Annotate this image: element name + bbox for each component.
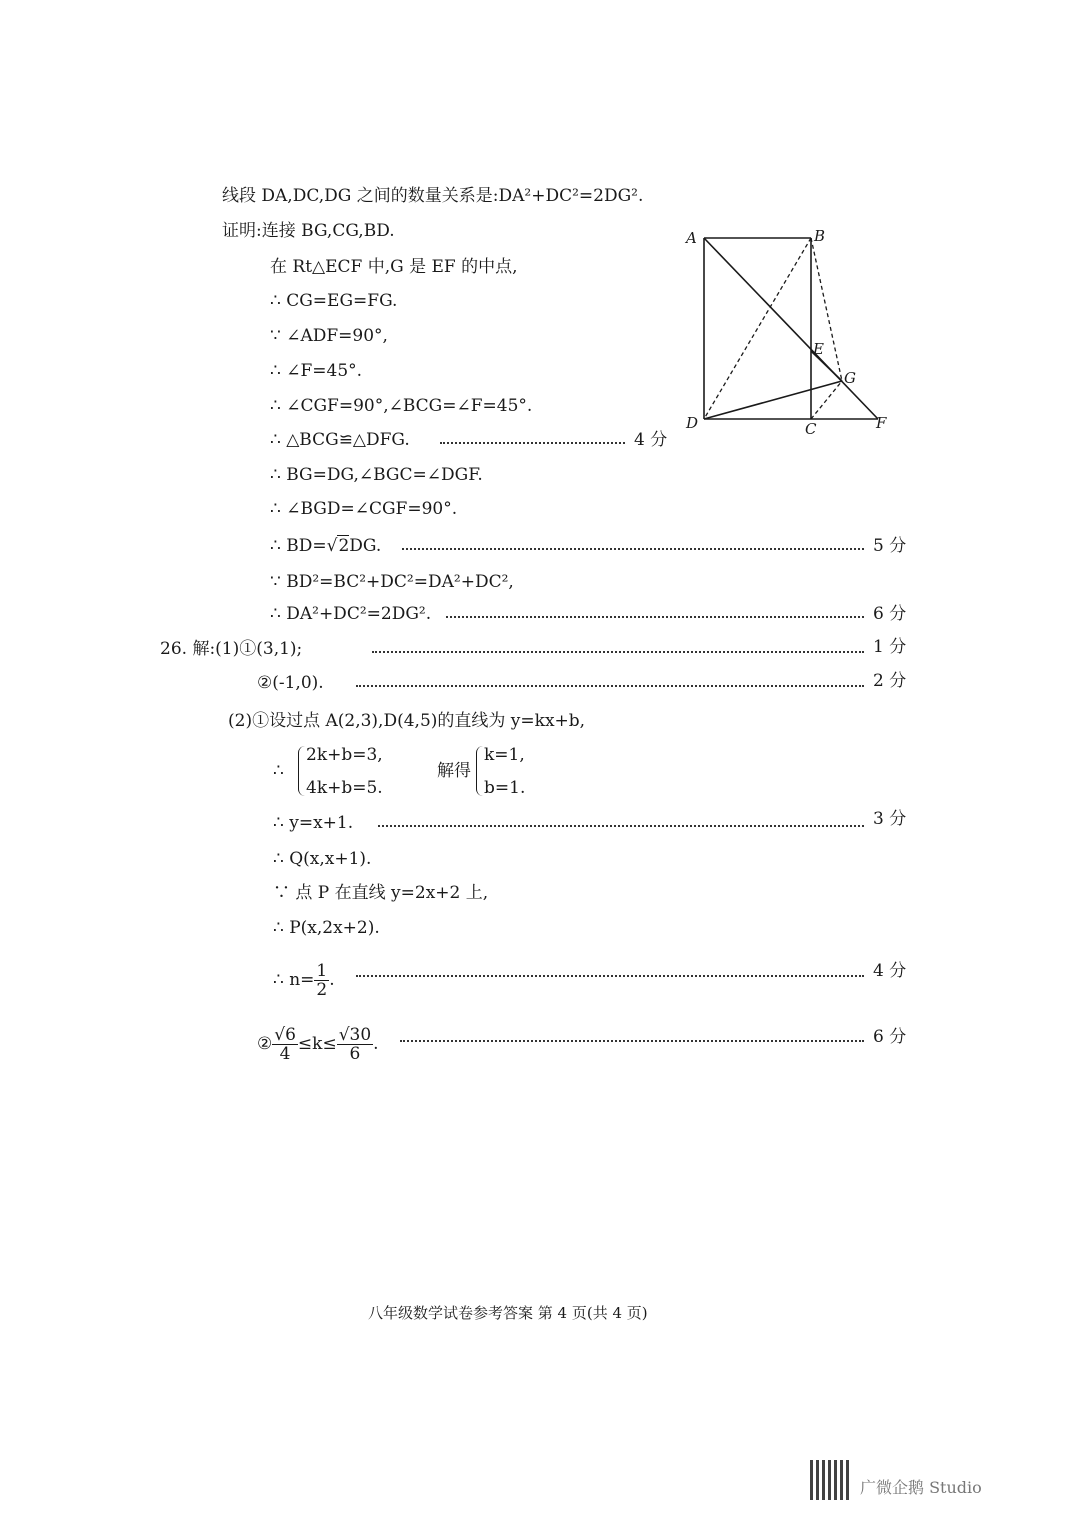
l9-pre: ∴ BD= [270,536,327,556]
l9-radicand: 2 [338,536,350,556]
segment-BG [811,238,842,381]
k-post: . [373,1034,379,1054]
q26-part1-a: 26. 解:(1)①(3,1); [160,639,303,659]
k-upper-fraction [337,1026,373,1063]
solution-brace [476,746,483,796]
therefore-symbol: ∴ [273,761,284,781]
score-leader [378,825,864,827]
n-denominator: 2 [316,980,328,1000]
label-B: B [814,227,826,245]
score-leader [356,685,864,687]
k-upper-num: √30 [338,1025,372,1045]
score-leader [372,651,864,653]
proof-line-7: ∴ BG=DG,∠BGC=∠DGF. [270,465,483,485]
label-F: F [876,414,887,432]
k-upper-den: 6 [349,1044,361,1064]
solve-label: 解得 [437,761,471,781]
label-C: C [805,420,817,438]
proof-line-10: ∵ BD²=BC²+DC²=DA²+DC², [270,572,514,592]
score-2: 2 分 [873,671,907,691]
qr-code-icon [810,1460,850,1500]
system-brace [298,746,305,796]
score-4: 4 分 [634,430,668,450]
proof-line-3: ∵ ∠ADF=90°, [270,326,388,346]
k-lower-num: √6 [274,1025,296,1045]
k-lower-den: 4 [279,1044,291,1064]
score-6: 6 分 [873,604,907,624]
proof-line-2: ∴ CG=EG=FG. [270,291,398,311]
score-leader [356,975,864,977]
point-p: ∴ P(x,2x+2). [273,918,380,938]
point-p-condition: ∵ 点 P 在直线 y=2x+2 上, [273,883,489,903]
page-footer: 八年级数学试卷参考答案 第 4 页(共 4 页) [368,1304,648,1322]
segment-AF [704,238,878,419]
proof-line-8: ∴ ∠BGD=∠CGF=90°. [270,499,458,519]
proof-line-4: ∴ ∠F=45°. [270,361,363,381]
score-6b: 6 分 [873,1027,907,1047]
score-4b: 4 分 [873,961,907,981]
segment-DG [704,381,842,419]
solution-1: k=1, [484,745,525,765]
score-leader [400,1040,864,1042]
equation-2: 4k+b=5. [306,778,383,798]
k-ineq: ≤k≤ [297,1034,337,1054]
segment-BD [704,238,811,419]
line-equation: ∴ y=x+1. [273,813,354,833]
n-post: . [329,970,335,990]
score-leader [446,616,864,618]
segment-CG [811,381,842,419]
label-A: A [686,229,697,247]
k-lower-fraction [272,1026,298,1063]
label-D: D [686,414,699,432]
point-q: ∴ Q(x,x+1). [273,849,372,869]
score-1: 1 分 [873,637,907,657]
score-leader [440,442,625,444]
k-mark: ② [257,1034,273,1054]
l9-post: DG. [349,536,382,556]
proof-line-11: ∴ DA²+DC²=2DG². [270,604,432,624]
q26-part2-setup: (2)①设过点 A(2,3),D(4,5)的直线为 y=kx+b, [228,711,586,731]
n-value [273,962,335,999]
score-3: 3 分 [873,809,907,829]
proof-line-6: ∴ △BCG≌△DFG. [270,430,410,450]
score-5: 5 分 [873,536,907,556]
n-fraction [314,962,329,999]
equation-1: 2k+b=3, [306,745,383,765]
proof-line-9 [270,535,381,557]
proof-label: 证明:连接 BG,CG,BD. [222,221,395,241]
label-G: G [844,369,856,387]
geometry-figure [680,225,900,440]
proof-line-5: ∴ ∠CGF=90°,∠BCG=∠F=45°. [270,396,533,416]
label-E: E [813,340,824,358]
solution-2: b=1. [484,778,526,798]
q26-part1-b: ②(-1,0). [257,673,324,693]
n-numerator: 1 [316,961,328,981]
relation-statement: 线段 DA,DC,DG 之间的数量关系是:DA²+DC²=2DG². [222,186,644,206]
proof-line-1: 在 Rt△ECF 中,G 是 EF 的中点, [270,257,518,277]
score-leader [402,548,864,550]
n-pre: ∴ n= [273,970,315,990]
sqrt-sign: √ [326,536,338,556]
k-range [257,1026,379,1063]
watermark: 广微企鹅 Studio [860,1478,982,1497]
